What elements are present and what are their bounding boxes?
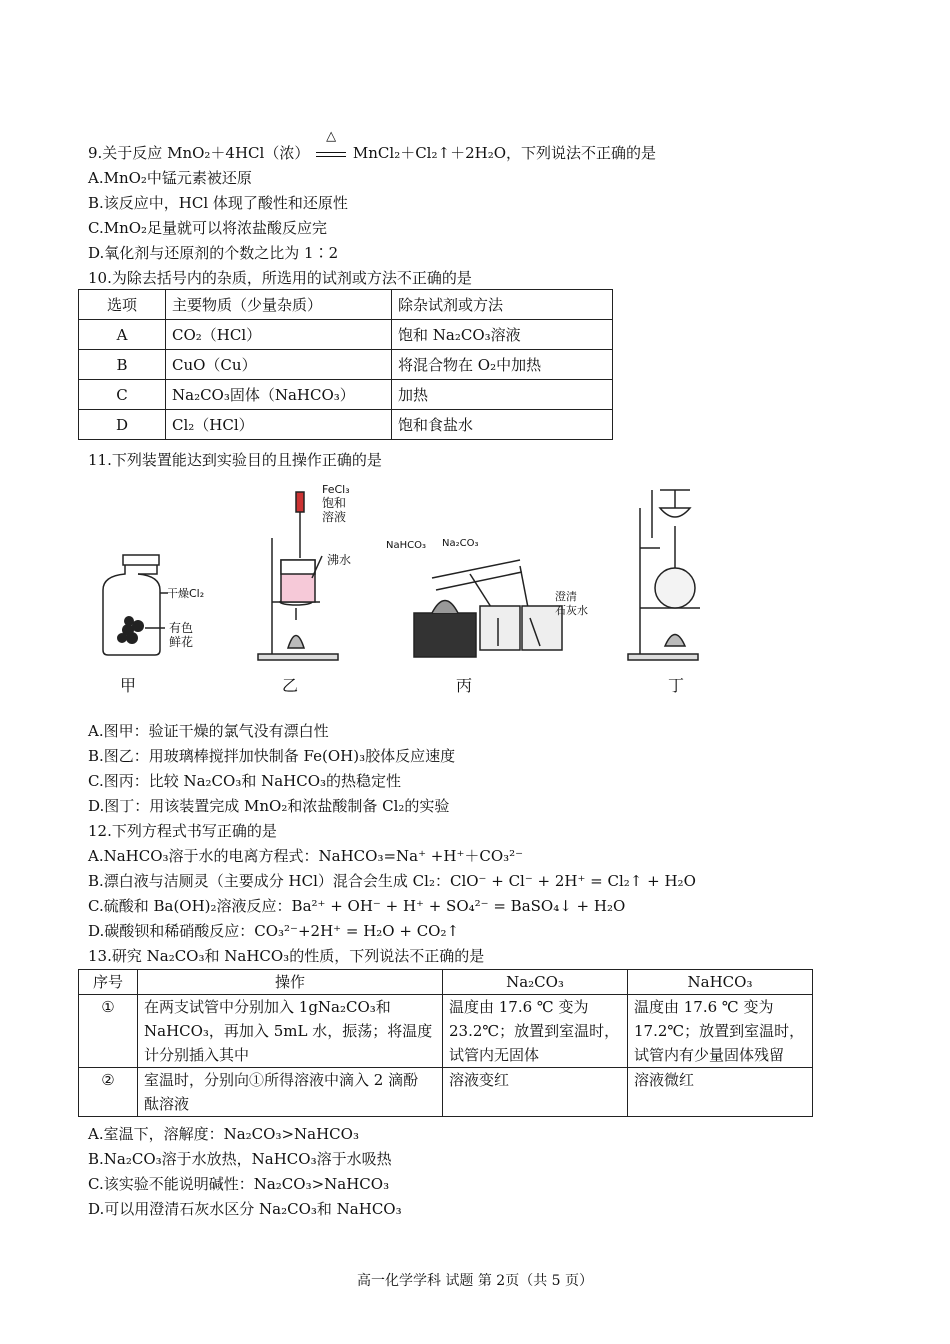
caption-yi: 乙 [282, 676, 299, 695]
yi-reagent-label-1: FeCl₃ [322, 483, 350, 496]
table-cell: 加热 [392, 380, 613, 410]
na2co3-cell: 溶液变红 [443, 1068, 628, 1117]
jia-flower-label-2: 鲜花 [169, 635, 194, 649]
table-row [79, 995, 813, 1068]
na2co3-cell: 温度由 17.6 ℃ 变为 23.2℃；放置到室温时， 试管内无固体 [443, 995, 628, 1068]
bing-lime-label-2: 石灰水 [555, 604, 588, 617]
table-cell: Cl₂（HCl） [166, 410, 392, 440]
q13-table [78, 969, 813, 1117]
table-row [79, 410, 613, 440]
bing-left-label: NaHCO₃ [386, 540, 426, 551]
header-cell: 序号 [79, 970, 138, 995]
q13-option-a: A.室温下，溶解度：Na₂CO₃>NaHCO₃ [88, 1125, 359, 1143]
table-header-row [79, 290, 613, 320]
nahco3-cell: 溶液微红 [628, 1068, 813, 1117]
yi-reagent-label-3: 溶液 [322, 510, 347, 524]
table-cell: A [79, 320, 166, 350]
yi-reagent-label-2: 饱和 [322, 496, 347, 510]
table-cell: CuO（Cu） [166, 350, 392, 380]
q9-stem: 9.关于反应 MnO₂＋4HCl（浓） △ MnCl₂＋Cl₂↑＋2H₂O，下列说法不正确的是 [88, 129, 657, 162]
table-cell: Na₂CO₃固体（NaHCO₃） [166, 380, 392, 410]
caption-bing: 丙 [456, 676, 473, 695]
header-cell: 选项 [79, 290, 166, 320]
bing-lime-label-1: 澄清 [555, 590, 577, 603]
nahco3-cell: 温度由 17.6 ℃ 变为 17.2℃；放置到室温时， 试管内有少量固体残留 [628, 995, 813, 1068]
header-cell: 主要物质（少量杂质） [166, 290, 392, 320]
q11-apparatus-figure [0, 478, 950, 668]
table-row [79, 380, 613, 410]
q12-stem: 12.下列方程式书写正确的是 [88, 822, 277, 840]
q12-option-a: A.NaHCO₃溶于水的电离方程式：NaHCO₃=Na⁺ +H⁺＋CO₃²⁻ [88, 847, 524, 865]
q12-option-d: D.碳酸钡和稀硝酸反应：CO₃²⁻+2H⁺ = H₂O + CO₂↑ [88, 922, 460, 940]
q11-option-b: B.图乙：用玻璃棒搅拌加快制备 Fe(OH)₃胶体反应速度 [88, 747, 456, 765]
table-cell: C [79, 380, 166, 410]
header-cell: 操作 [138, 970, 443, 995]
q9-option-b: B.该反应中，HCl 体现了酸性和还原性 [88, 194, 348, 212]
page-footer: 高一化学学科 试题 第 2页（共 5 页） [356, 1273, 594, 1289]
bing-right-label: Na₂CO₃ [442, 538, 479, 549]
table-header-row [79, 970, 813, 995]
jia-flower-label-1: 有色 [169, 621, 194, 635]
q9-option-d: D.氧化剂与还原剂的个数之比为 1∶2 [88, 244, 339, 262]
q13-option-d: D.可以用澄清石灰水区分 Na₂CO₃和 NaHCO₃ [88, 1200, 402, 1218]
q13-option-c: C.该实验不能说明碱性：Na₂CO₃>NaHCO₃ [88, 1175, 390, 1193]
q11-option-d: D.图丁：用该装置完成 MnO₂和浓盐酸制备 Cl₂的实验 [88, 797, 450, 815]
q10-stem: 10.为除去括号内的杂质，所选用的试剂或方法不正确的是 [88, 269, 472, 287]
q11-stem: 11.下列装置能达到实验目的且操作正确的是 [88, 451, 382, 469]
row-number: ② [79, 1068, 138, 1117]
table-cell: 饱和食盐水 [392, 410, 613, 440]
table-cell: B [79, 350, 166, 380]
q13-stem: 13.研究 Na₂CO₃和 NaHCO₃的性质，下列说法不正确的是 [88, 947, 485, 965]
header-cell: 除杂试剂或方法 [392, 290, 613, 320]
yi-water-label: 沸水 [327, 553, 352, 567]
caption-jia: 甲 [120, 676, 137, 695]
q9-option-c: C.MnO₂足量就可以将浓盐酸反应完 [88, 219, 328, 237]
row-number: ① [79, 995, 138, 1068]
table-row [79, 320, 613, 350]
header-cell: Na₂CO₃ [443, 970, 628, 995]
table-cell: D [79, 410, 166, 440]
table-row [79, 1068, 813, 1117]
table-cell: CO₂（HCl） [166, 320, 392, 350]
q12-option-b: B.漂白液与洁厕灵（主要成分 HCl）混合会生成 Cl₂：ClO⁻ + Cl⁻ + 2H⁺ = Cl₂↑ + H₂O [88, 872, 696, 890]
apparatus-bing [414, 560, 562, 657]
q11-option-c: C.图丙：比较 Na₂CO₃和 NaHCO₃的热稳定性 [88, 772, 402, 790]
q13-option-b: B.Na₂CO₃溶于水放热，NaHCO₃溶于水吸热 [88, 1150, 392, 1168]
table-row [79, 350, 613, 380]
table-cell: 将混合物在 O₂中加热 [392, 350, 613, 380]
q10-table [78, 289, 613, 440]
jia-gas-label: 干燥Cl₂ [167, 587, 205, 600]
table-cell: 饱和 Na₂CO₃溶液 [392, 320, 613, 350]
q12-option-c: C.硫酸和 Ba(OH)₂溶液反应：Ba²⁺ + OH⁻ + H⁺ + SO₄²⁻ = BaSO₄↓ + H₂O [88, 897, 626, 915]
caption-ding: 丁 [668, 676, 685, 695]
header-cell: NaHCO₃ [628, 970, 813, 995]
q11-option-a: A.图甲：验证干燥的氯气没有漂白性 [88, 722, 329, 740]
apparatus-ding [628, 490, 700, 660]
operation-cell: 室温时，分别向①所得溶液中滴入 2 滴酚 酞溶液 [138, 1068, 443, 1117]
q9-option-a: A.MnO₂中锰元素被还原 [88, 169, 252, 187]
reaction-condition: △ [314, 143, 348, 163]
flower-icon [117, 616, 144, 644]
operation-cell: 在两支试管中分别加入 1gNa₂CO₃和 NaHCO₃，再加入 5mL 水，振荡；将温度 计分别插入其中 [138, 995, 443, 1068]
